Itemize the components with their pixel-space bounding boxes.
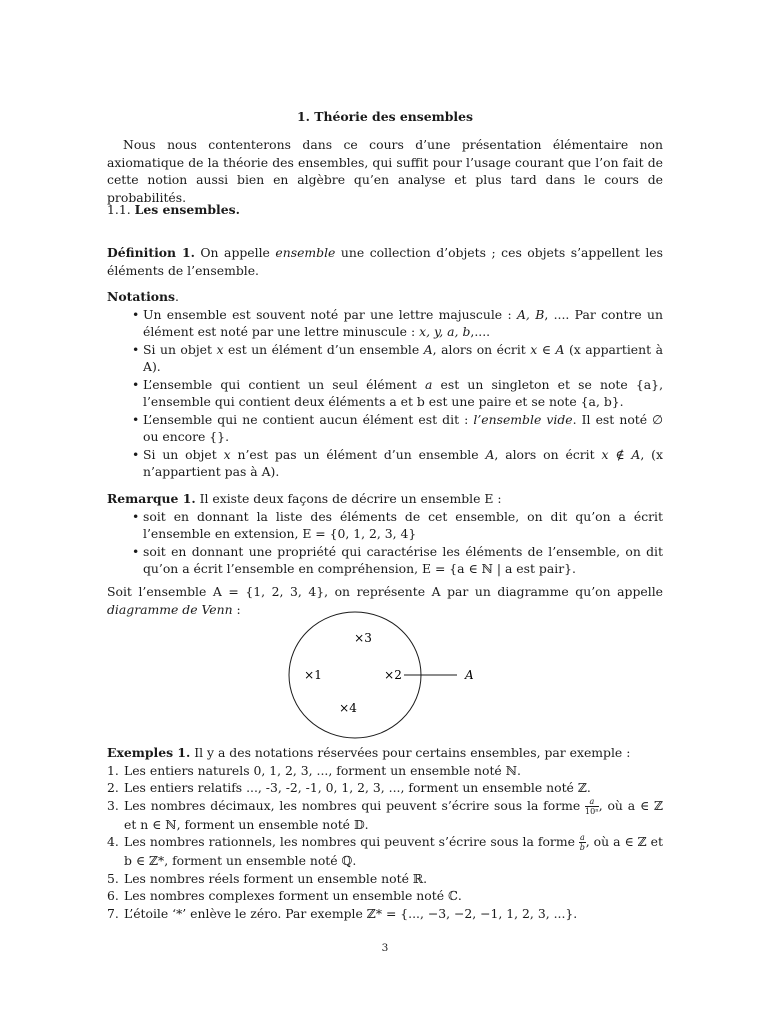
remark-heading: Remarque 1. Il existe deux façons de décrire un ensemble E :: [107, 491, 502, 506]
list-item: • soit en donnant la liste des éléments de cet ensemble, on dit qu’on a écrit l’ensemble en extension, E = {0, 1, 2, 3, 4}: [143, 508, 663, 543]
list-item: • L’ensemble qui ne contient aucun élément est dit : l’ensemble vide. Il est noté ∅ ou encore {}.: [143, 411, 663, 446]
list-item: 2. Les entiers relatifs ..., -3, -2, -1, 0, 1, 2, 3, ..., forment un ensemble noté ℤ.: [107, 780, 591, 795]
list-item: 1. Les entiers naturels 0, 1, 2, 3, ..., forment un ensemble noté ℕ.: [107, 762, 521, 778]
definition-block: Définition 1. On appelle ensemble une collection d’objets ; ces objets s’appellent les éléments de l’ensemble.: [107, 245, 663, 278]
venn-set-label: A: [465, 668, 474, 682]
intro-paragraph: Nous nous contenterons dans ce cours d’une présentation élémentaire non axiomatique de la théorie des ensembles, qui suffit pour l’usage courant que l’on fait de cette notion aussi bien en algèbre qu’en analyse et plus tard dans le cours de probabilités.: [107, 137, 663, 205]
venn-point-2: ×2: [384, 668, 402, 682]
venn-point-3: ×3: [354, 631, 372, 645]
list-item: • Un ensemble est souvent noté par une lettre majuscule : A, B, .... Par contre un élément est noté par une lettre minuscule : x, y, a, b,....: [143, 306, 663, 341]
venn-point-4: ×4: [339, 701, 357, 715]
venn-point-1: ×1: [304, 668, 322, 682]
fraction: $\frac{a}{b}$: [579, 833, 585, 852]
list-item: • L’ensemble qui contient un seul élément a est un singleton et se note {a}, l’ensemble qui contient deux éléments a et b est une paire et se note {a, b}.: [143, 376, 663, 411]
subsection-heading: 1.1. Les ensembles.: [107, 202, 240, 217]
examples-list: [107, 762, 663, 923]
venn-diagram: [287, 608, 487, 748]
section-title: 1. Théorie des ensembles: [297, 109, 473, 124]
list-item: 3. Les nombres décimaux, les nombres qui peuvent s’écrire sous la forme $\frac{a}{\text{10ⁿ}}$ , où a ∈ ℤ et n ∈ ℕ, forment un ensemble noté 𝔻.: [107, 796, 663, 832]
notations-heading: Notations.: [107, 289, 179, 304]
list-item: 5. Les nombres réels forment un ensemble noté ℝ.: [107, 870, 428, 886]
list-item: 6. Les nombres complexes forment un ensemble noté ℂ.: [107, 888, 462, 903]
list-item: • Si un objet x est un élément d’un ensemble A, alors on écrit x ∈ A (x appartient à A).: [143, 341, 663, 376]
list-item: 4. Les nombres rationnels, les nombres qui peuvent s’écrire sous la forme $\frac{a}{b}$ , où a ∈ ℤ et b ∈ ℤ*, forment un ensemble noté ℚ.: [107, 833, 663, 868]
fraction: $\frac{a}{\text{10ⁿ}}$: [585, 796, 599, 816]
list-item: 7. L’étoile ‘*’ enlève le zéro. Par exemple ℤ* = {..., −3, −2, −1, 1, 2, 3, ...}.: [107, 905, 578, 921]
examples-heading: Exemples 1. Il y a des notations réservées pour certains ensembles, par exemple :: [107, 745, 631, 760]
page-number: 3: [381, 942, 389, 954]
examples-block: [107, 744, 663, 922]
notations-list: [107, 306, 663, 481]
remark-list: [107, 508, 663, 578]
list-item: • soit en donnant une propriété qui caractérise les éléments de l’ensemble, on dit qu’on a écrit l’ensemble en compréhension, E = {a ∈ ℕ | a est pair}.: [143, 543, 663, 578]
list-item: • Si un objet x n’est pas un élément d’un ensemble A, alors on écrit x ∉ A, (x n’appartient pas à A).: [143, 446, 663, 481]
remark-block: [107, 490, 663, 578]
notations-block: [107, 288, 663, 481]
venn-intro: Soit l’ensemble A = {1, 2, 3, 4}, on représente A par un diagramme qu’on appelle diagramme de Venn :: [107, 584, 663, 617]
